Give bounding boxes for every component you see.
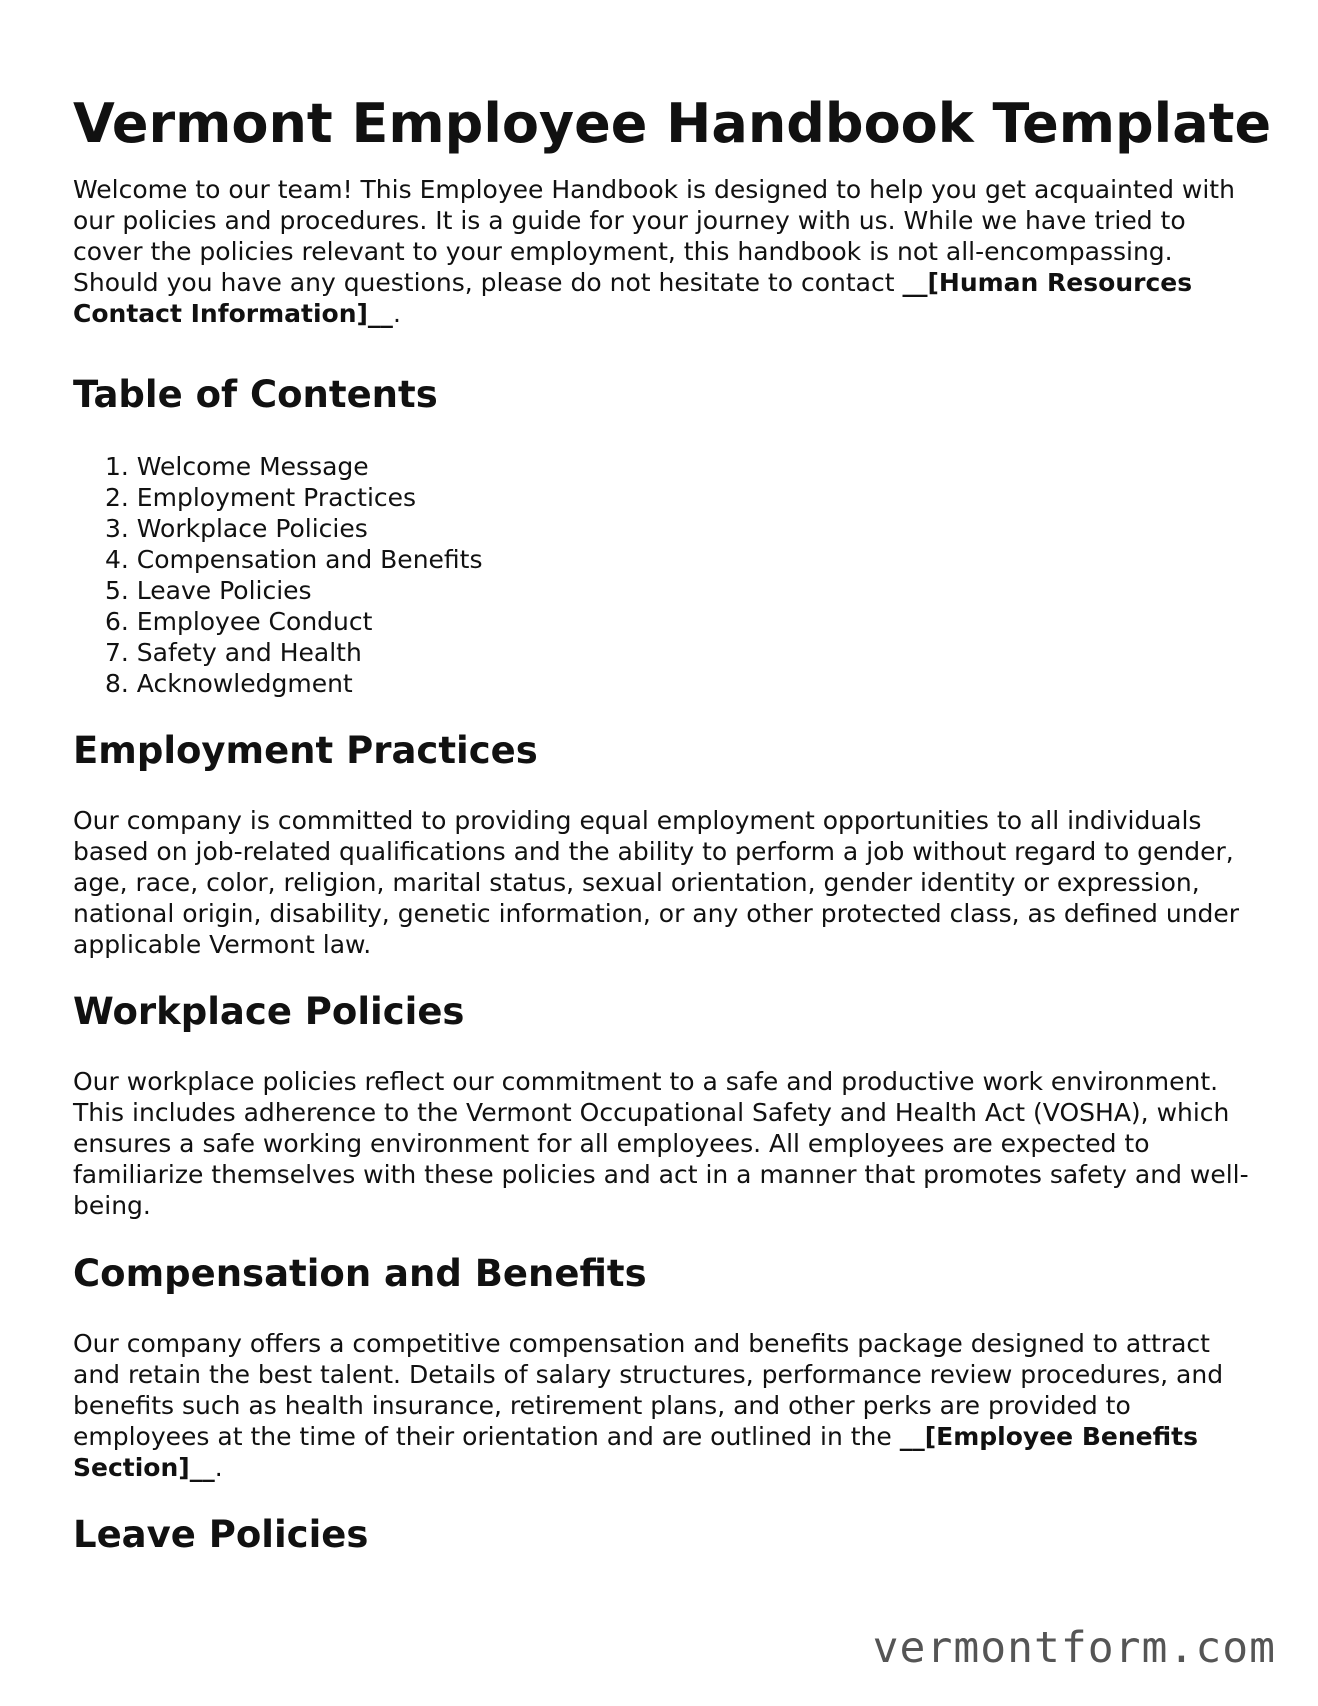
intro-end: . <box>392 299 401 328</box>
toc-item: 7. Safety and Health <box>105 638 362 667</box>
benefits-section-placeholder: __[Employee Benefits Section]__ <box>73 1422 1198 1482</box>
toc-list <box>105 451 483 699</box>
compensation-end: . <box>214 1453 223 1482</box>
toc-item: 8. Acknowledgment <box>105 669 353 698</box>
page-title: Vermont Employee Handbook Template <box>73 92 1272 155</box>
intro-text: Welcome to our team! This Employee Handbook is designed to help you get acquainted with our policies and procedures. It is a guide for your journey with us. While we have tried to cover the policies relevant to your employment, this handbook is not all-encompassing. Should you have any questions, please do not hesitate to contact <box>73 175 1235 297</box>
workplace-policies-heading: Workplace Policies <box>73 990 465 1033</box>
employment-practices-heading: Employment Practices <box>73 729 538 772</box>
compensation-text: Our company offers a competitive compensation and benefits package designed to attract and retain the best talent. Details of salary structures, performance review procedures, and benefits such as health insurance, retirement plans, and other perks are provided to employees at the time of their orientation and are outlined in the <box>73 1329 1224 1451</box>
toc-item: 1. Welcome Message <box>105 452 369 481</box>
toc-item: 6. Employee Conduct <box>105 607 373 636</box>
toc-item: 2. Employment Practices <box>105 483 417 512</box>
toc-item: 5. Leave Policies <box>105 576 312 605</box>
employment-practices-text: Our company is committed to providing equal employment opportunities to all individuals based on job-related qualifications and the ability to perform a job without regard to gender, age, race, color, religion, marital status, sexual orientation, gender identity or expression, national origin, disability, genetic information, or any other protected class, as defined under applicable Vermont law. <box>73 806 1240 959</box>
toc-heading: Table of Contents <box>73 373 438 416</box>
site-watermark: vermontform.com <box>872 1623 1276 1673</box>
leave-policies-heading: Leave Policies <box>73 1513 369 1556</box>
intro-paragraph <box>73 174 1253 329</box>
hr-contact-placeholder: __[Human Resources Contact Information]__ <box>73 268 1193 328</box>
toc-item: 3. Workplace Policies <box>105 514 368 543</box>
workplace-policies-text: Our workplace policies reflect our commitment to a safe and productive work environment. This includes adherence to the Vermont Occupational Safety and Health Act (VOSHA), which ensures a safe working environment for all employees. All employees are expected to familiarize themselves with these policies and act in a manner that promotes safety and well-being. <box>73 1067 1249 1220</box>
toc-item: 4. Compensation and Benefits <box>105 545 483 574</box>
compensation-paragraph <box>73 1328 1253 1483</box>
compensation-heading: Compensation and Benefits <box>73 1252 647 1295</box>
